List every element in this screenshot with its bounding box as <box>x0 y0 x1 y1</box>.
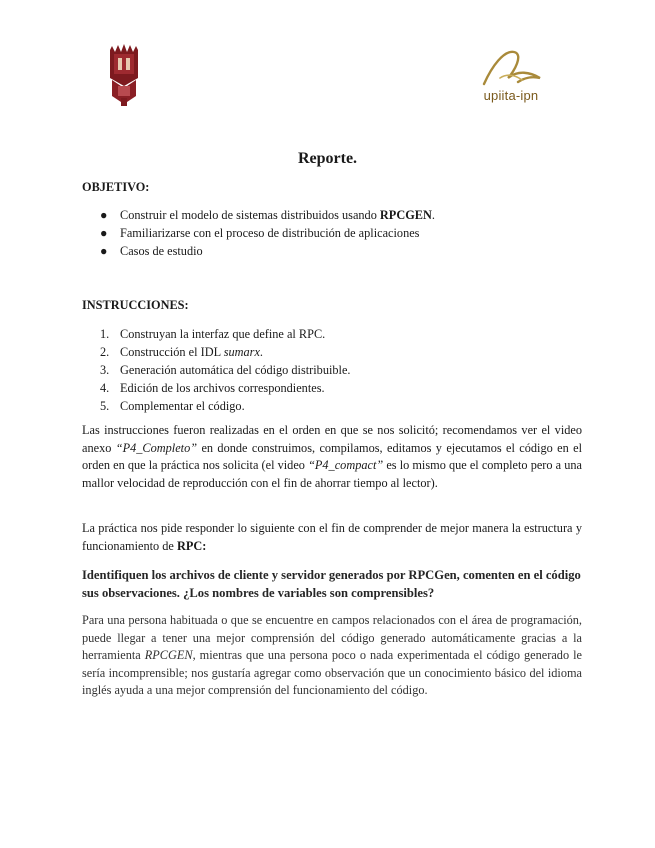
upiita-emblem-icon <box>470 48 552 88</box>
ipn-logo-icon <box>104 40 144 108</box>
list-item: 2. Construcción el IDL sumarx. <box>100 345 263 359</box>
tool-name: RPCGEN, <box>144 648 196 663</box>
video-name-compact: “P4_compact” <box>308 458 384 473</box>
objetivo-list <box>82 206 435 260</box>
list-item: ● Familiarizarse con el proceso de distribución de aplicaciones <box>100 226 420 240</box>
upiita-logo-text: upiita-ipn <box>483 88 539 103</box>
list-item: 1. Construyan la interfaz que define al RPC. <box>100 327 326 341</box>
upiita-logo <box>470 48 552 108</box>
bullet-icon: ● <box>100 244 108 258</box>
list-item: 5. Complementar el código. <box>100 399 245 413</box>
page-title: Reporte. <box>297 150 358 167</box>
list-item: ● Construir el modelo de sistemas distribuidos usando RPCGEN. <box>100 208 435 222</box>
instructions-paragraph: Las instrucciones fueron realizadas en el orden en que se nos solicitó; recomendamos ver el video anexo “P4_Completo” en donde construimos, compilamos, editamos y ejecutamos el código en el orden en que la práctica nos solicita (el video “P4_compact” es lo mismo que el completo pero a una mallor velocidad de reproducción con el fin de ahorrar tiempo al lector). <box>82 423 582 490</box>
list-item: 3. Generación automática del código distribuible. <box>100 363 351 377</box>
instrucciones-list <box>82 325 351 415</box>
question-heading: Identifiquen los archivos de cliente y servidor generados por RPCGen, comenten en el código sus observaciones. ¿Los nombres de variables son comprensibles? <box>82 568 581 600</box>
objetivo-heading: OBJETIVO: <box>82 180 150 194</box>
list-item: ● Casos de estudio <box>100 244 203 258</box>
answer-paragraph: Para una persona habituada o que se encuentre en campos relacionados con el área de programación, puede llegar a tener una mejor comprensión del código generado automáticamente gracias a la herramienta RPCGEN, mientras que una persona poco o nada experimentada el código generado le sería incomprensible; nos gustaría agregar como observación que un conocimiento básico del idioma inglés ayuda a una mejor comprensión del funcionamiento del código. <box>82 613 582 698</box>
bullet-icon: ● <box>100 208 108 222</box>
practice-paragraph: La práctica nos pide responder lo siguiente con el fin de comprender de mejor manera la estructura y funcionamiento de RPC: <box>82 521 582 553</box>
video-name-completo: “P4_Completo” <box>115 440 198 455</box>
instrucciones-heading: INSTRUCCIONES: <box>82 298 189 312</box>
list-item: 4. Edición de los archivos correspondientes. <box>100 381 325 395</box>
bullet-icon: ● <box>100 226 108 240</box>
